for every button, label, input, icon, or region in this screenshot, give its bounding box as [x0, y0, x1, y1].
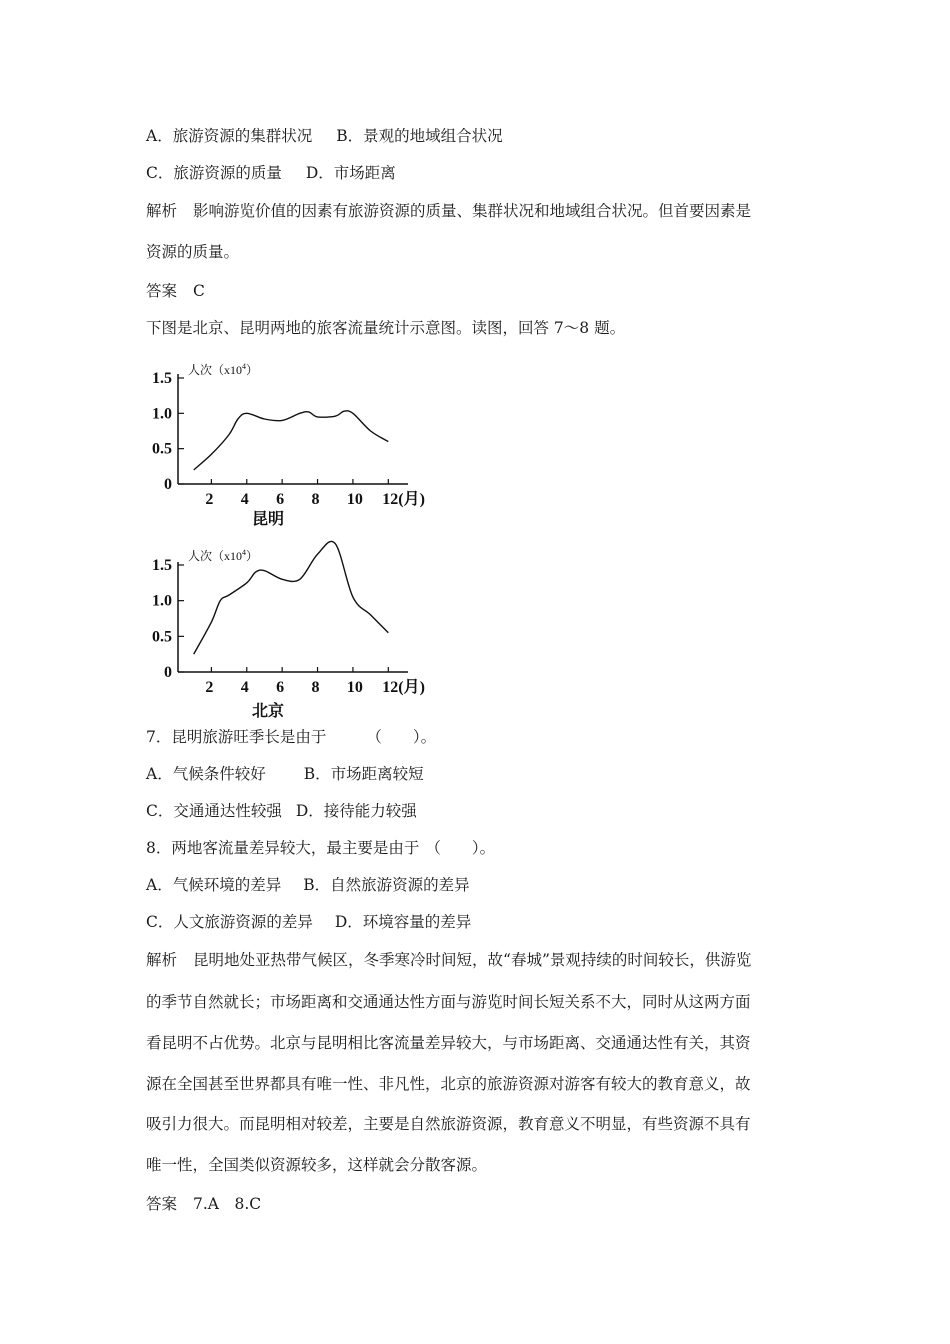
q7-options-row-2: [146, 801, 417, 821]
q7-blank: （ ）。: [366, 728, 437, 746]
kunming-x-tick-label: 12(月): [382, 491, 425, 508]
q7-option-b: B．市场距离较短: [303, 765, 424, 783]
beijing-x-tick-label: 10: [346, 679, 363, 696]
q8-stem-line: [146, 838, 495, 858]
q6-answer-label: 答案: [146, 282, 178, 300]
q8-option-c: C．人文旅游资源的差异: [146, 913, 313, 931]
analysis2-line-4: 源在全国甚至世界都具有唯一性、非凡性，北京的旅游资源对游客有较大的教育意义，故: [146, 1075, 751, 1093]
kunming-series-line: [194, 411, 389, 470]
q6-options-row-2: [146, 163, 396, 183]
answer2-value: 7.A 8.C: [193, 1195, 262, 1213]
analysis2-line-3: 看昆明不占优势。北京与昆明相比客流量差异较大，与市场距离、交通通达性有关，其资: [146, 1034, 751, 1052]
q6-analysis-line-2: 资源的质量。: [146, 243, 240, 261]
beijing-y-unit: 人次$(x10^4)$: [188, 548, 259, 563]
q7-option-a: A．气候条件较好: [146, 765, 266, 783]
q8-option-b: B．自然旅游资源的差异: [303, 876, 470, 894]
kunming-x-tick-label: 2: [205, 491, 214, 508]
answer2-label: 答案: [146, 1195, 178, 1213]
q6-analysis-line-1: [146, 201, 751, 221]
q8-options-row-2: [146, 912, 471, 932]
analysis2-line-1: [146, 950, 751, 970]
kunming-y-tick-label: 0: [164, 476, 172, 493]
kunming-y-tick-label: 0.5: [152, 440, 172, 458]
beijing-y-tick-label: 0.5: [152, 628, 172, 646]
q6-analysis-text-1: 影响游览价值的因素有旅游资源的质量、集群状况和地域组合状况。但首要因素是: [193, 202, 752, 220]
analysis2-line-2: 的季节自然就长；市场距离和交通通达性方面与游览时间长短关系不大，同时从这两方面: [146, 993, 751, 1011]
q8-options-row-1: [146, 875, 470, 895]
q6-answer-line: [146, 281, 205, 301]
q7-stem: 7．昆明旅游旺季长是由于: [146, 728, 327, 746]
kunming-chart-title: 昆明: [252, 509, 285, 528]
analysis2-label: 解析: [146, 951, 178, 969]
q7-option-d: D．接待能力较强: [295, 802, 417, 820]
q8-stem: 8．两地客流量差异较大，最主要是由于: [146, 839, 420, 857]
q6-options-row-1: [146, 126, 503, 146]
beijing-x-tick-label: 8: [311, 679, 320, 696]
q6-option-a: A．旅游资源的集群状况: [146, 127, 313, 145]
q6-option-c: C．旅游资源的质量: [146, 164, 282, 182]
beijing-y-tick-label: 0: [164, 664, 172, 681]
q8-option-a: A．气候环境的差异: [146, 876, 282, 894]
q6-answer-value: C: [193, 282, 205, 300]
q6-analysis-label: 解析: [146, 202, 178, 220]
beijing-chart-title: 北京: [252, 701, 285, 720]
beijing-x-tick-label: 2: [205, 679, 214, 696]
kunming-x-tick-label: 4: [240, 491, 249, 508]
beijing-x-tick-label: 6: [276, 679, 285, 696]
q6-option-b: B．景观的地域组合状况: [336, 127, 503, 145]
kunming-y-unit: 人次$(x10^4)$: [188, 362, 259, 377]
q7-options-row-1: [146, 764, 424, 784]
q8-option-d: D．环境容量的差异: [334, 913, 472, 931]
beijing-x-tick-label: 12(月): [382, 679, 425, 696]
analysis2-text-1: 昆明地处亚热带气候区，冬季寒冷时间短，故“春城”景观持续的时间较长，供游览: [193, 951, 752, 969]
q8-blank: （ ）。: [425, 839, 496, 857]
q6-option-d: D．市场距离: [305, 164, 396, 182]
q7-option-c: C．交通通达性较强: [146, 802, 282, 820]
answer2-line: [146, 1194, 261, 1214]
intro-text: 下图是北京、昆明两地的旅客流量统计示意图。读图，回答 7～8 题。: [146, 319, 626, 337]
q7-stem-line: [146, 727, 436, 747]
kunming-x-tick-label: 6: [276, 491, 285, 508]
beijing-chart: [140, 538, 460, 720]
beijing-y-tick-label: 1.5: [152, 557, 172, 574]
beijing-y-tick-label: 1.0: [152, 592, 172, 610]
kunming-x-tick-label: 10: [346, 491, 363, 508]
beijing-x-tick-label: 4: [240, 679, 249, 696]
analysis2-line-6: 唯一性，全国类似资源较多，这样就会分散客源。: [146, 1156, 488, 1174]
kunming-y-tick-label: 1.5: [152, 370, 172, 387]
kunming-chart: [140, 358, 460, 530]
kunming-y-tick-label: 1.0: [152, 405, 172, 423]
kunming-x-tick-label: 8: [311, 491, 320, 508]
analysis2-line-5: 吸引力很大。而昆明相对较差，主要是自然旅游资源，教育意义不明显，有些资源不具有: [146, 1115, 751, 1133]
